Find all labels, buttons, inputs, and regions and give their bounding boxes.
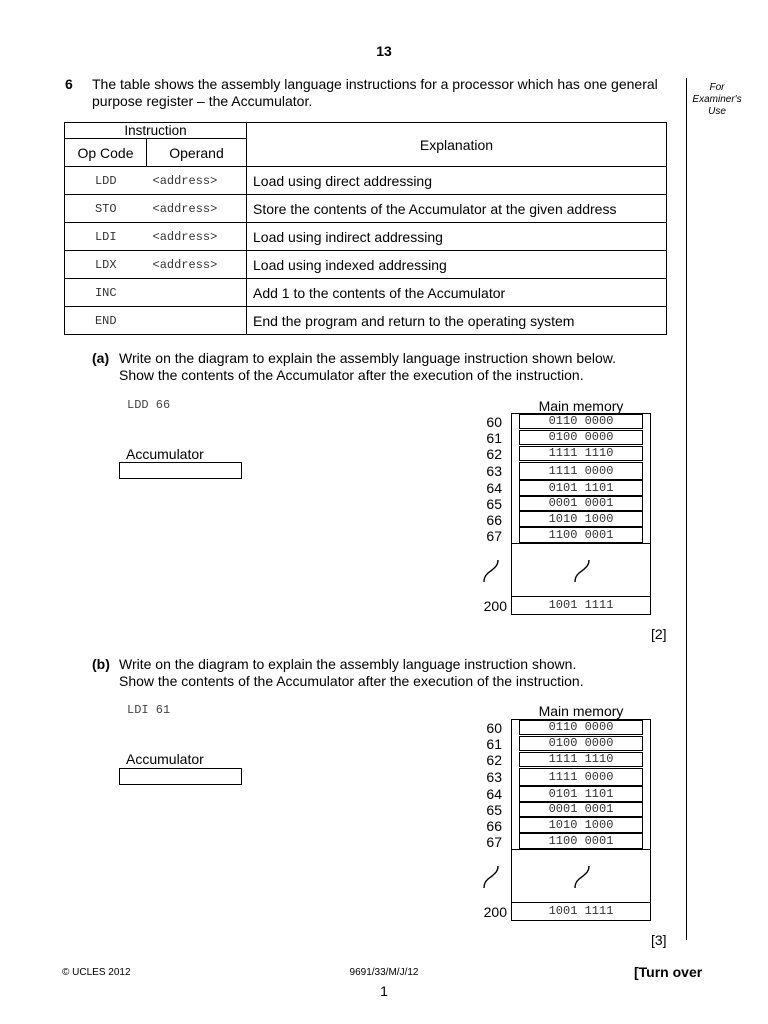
break-mark-icon [573, 864, 593, 890]
opcode-cell: LDI [65, 223, 147, 251]
opcode-cell: STO [65, 195, 147, 223]
part-b-label: (b) [92, 656, 110, 672]
examiner-margin-line [686, 78, 687, 940]
memory-address: 200 [483, 904, 507, 920]
memory-cell: 0101 1101 [519, 480, 643, 496]
memory-cell: 1100 0001 [519, 833, 643, 849]
memory-address: 63 [486, 463, 502, 479]
table-row [65, 223, 667, 251]
memory-cell: 1001 1111 [548, 904, 614, 918]
memory-cell: 0110 0000 [519, 414, 643, 429]
opcode-cell: END [65, 307, 147, 335]
part-b-memory-diagram [470, 719, 660, 929]
memory-cell: 0001 0001 [519, 496, 643, 511]
explanation-cell: Load using indirect addressing [247, 223, 667, 251]
memory-address: 64 [486, 786, 502, 802]
explanation-cell: Load using indexed addressing [247, 251, 667, 279]
memory-cell: 0100 0000 [519, 736, 643, 751]
table-row [65, 167, 667, 195]
part-a-accumulator-label: Accumulator [126, 446, 204, 462]
memory-divider [511, 849, 651, 850]
page-number: 13 [376, 43, 392, 59]
memory-cell: 1111 1110 [519, 446, 643, 461]
footer-copyright: © UCLES 2012 [62, 967, 131, 978]
memory-address: 64 [486, 480, 502, 496]
memory-address: 63 [486, 769, 502, 785]
part-a-accumulator-box[interactable] [119, 462, 242, 479]
operand-cell: <address> [147, 251, 247, 279]
part-a-line-1: Write on the diagram to explain the assembly language instruction shown below. [119, 350, 617, 366]
part-b-line-2: Show the contents of the Accumulator after the execution of the instruction. [119, 673, 584, 689]
memory-cell: 0110 0000 [519, 720, 643, 735]
table-row [65, 307, 667, 335]
part-a-label: (a) [92, 350, 110, 366]
memory-divider [511, 543, 651, 544]
header-explanation: Explanation [247, 123, 667, 167]
memory-address: 67 [486, 528, 502, 544]
explanation-cell: Store the contents of the Accumulator at the given address [247, 195, 667, 223]
operand-cell: <address> [147, 195, 247, 223]
part-b-accumulator-box[interactable] [119, 768, 242, 785]
memory-cell: 1010 1000 [519, 817, 643, 833]
memory-divider [511, 902, 651, 903]
part-a-marks: [2] [651, 626, 667, 642]
memory-cell: 1111 0000 [519, 462, 643, 480]
memory-address: 61 [486, 736, 502, 752]
footer-turn-over: [Turn over [634, 964, 703, 980]
examiner-line-2: Examiner's [692, 94, 742, 105]
part-a-instructions [119, 350, 659, 384]
memory-cell: 1111 1110 [519, 752, 643, 767]
memory-divider [511, 596, 651, 597]
break-mark-icon [573, 558, 593, 584]
memory-address: 67 [486, 834, 502, 850]
opcode-cell: LDX [65, 251, 147, 279]
memory-address: 65 [486, 802, 502, 818]
operand-cell: <address> [147, 223, 247, 251]
memory-address: 66 [486, 512, 502, 528]
question-text: The table shows the assembly language instructions for a processor which has one general purpose register – the Accumulator. [92, 76, 658, 109]
break-mark-icon [482, 864, 502, 890]
memory-address: 60 [486, 720, 502, 736]
memory-address: 60 [486, 414, 502, 430]
part-b-marks: [3] [651, 932, 667, 948]
memory-address: 61 [486, 430, 502, 446]
operand-cell [147, 307, 247, 335]
memory-cell: 1010 1000 [519, 511, 643, 527]
memory-cell: 0101 1101 [519, 786, 643, 802]
question-number: 6 [65, 76, 73, 92]
memory-cell: 0001 0001 [519, 802, 643, 817]
header-instruction: Instruction [65, 123, 247, 139]
part-b-code: LDI 61 [127, 703, 171, 717]
operand-cell [147, 279, 247, 307]
part-b-line-1: Write on the diagram to explain the assembly language instruction shown. [119, 656, 577, 672]
part-a-memory-diagram [470, 413, 660, 623]
opcode-cell: LDD [65, 167, 147, 195]
part-a-code: LDD 66 [127, 398, 171, 412]
opcode-cell: INC [65, 279, 147, 307]
instruction-table [64, 122, 667, 335]
memory-address: 66 [486, 818, 502, 834]
explanation-cell: Load using direct addressing [247, 167, 667, 195]
footer-paper-code: 9691/33/M/J/12 [349, 967, 419, 978]
memory-cell: 0100 0000 [519, 430, 643, 445]
break-mark-icon [482, 558, 502, 584]
memory-address: 62 [486, 752, 502, 768]
memory-address: 65 [486, 496, 502, 512]
part-a-line-2: Show the contents of the Accumulator after the execution of the instruction. [119, 367, 584, 383]
memory-cell: 1111 0000 [519, 768, 643, 786]
examiner-line-1: For [709, 82, 725, 93]
explanation-cell: End the program and return to the operating system [247, 307, 667, 335]
table-row [65, 251, 667, 279]
part-b-accumulator-label: Accumulator [126, 751, 204, 767]
table-row [65, 279, 667, 307]
part-a-memory-title: Main memory [538, 398, 624, 414]
part-b-instructions [119, 656, 659, 690]
memory-cell: 1100 0001 [519, 527, 643, 543]
part-b-memory-title: Main memory [538, 703, 624, 719]
table-row [65, 195, 667, 223]
operand-cell: <address> [147, 167, 247, 195]
explanation-cell: Add 1 to the contents of the Accumulator [247, 279, 667, 307]
memory-cell: 1001 1111 [548, 598, 614, 612]
header-operand: Operand [147, 139, 247, 167]
examiner-line-3: Use [708, 106, 726, 117]
memory-address: 200 [483, 598, 507, 614]
examiner-use-note [684, 82, 750, 118]
memory-address: 62 [486, 446, 502, 462]
footer-page-number: 1 [380, 983, 388, 999]
header-opcode: Op Code [65, 139, 147, 167]
